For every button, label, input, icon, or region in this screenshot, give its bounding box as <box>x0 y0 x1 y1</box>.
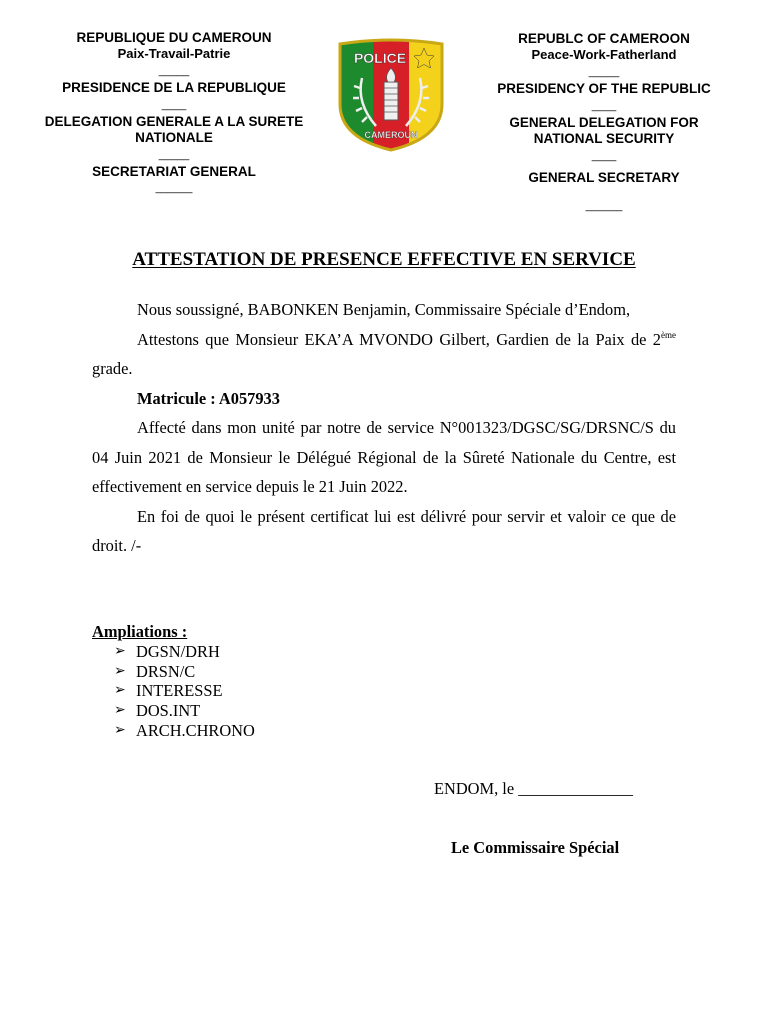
header-left-separator: _____ <box>158 65 190 77</box>
list-item <box>114 701 392 721</box>
list-item <box>114 642 392 662</box>
body-attestation-text: Attestons que Monsieur EKA’A MVONDO Gilbert, Gardien de la Paix de 2 <box>137 329 661 349</box>
document-title: ATTESTATION DE PRESENCE EFFECTIVE EN SERVICE <box>132 249 636 270</box>
header-right-delegation: GENERAL DELEGATION FOR NATIONAL SECURITY <box>509 115 699 146</box>
header-right-country: REPUBLC OF CAMEROON <box>518 31 690 46</box>
header-left-secretariat: SECRETARIAT GENERAL <box>92 164 256 179</box>
header-right-motto: Peace-Work-Fatherland <box>531 47 677 62</box>
header-left-delegation: DELEGATION GENERALE A LA SURETE NATIONALE <box>44 114 304 145</box>
header-left-block <box>30 30 318 194</box>
header-right-separator: ____ <box>591 100 617 112</box>
date-line: ENDOM, le ______________ <box>434 779 633 798</box>
body-paragraph-closing: En foi de quoi le présent certificat lui est délivré pour servir et valoir ce que de droit. /- <box>92 506 676 555</box>
header-left-separator: ____ <box>161 99 187 111</box>
signatory-title: Le Commissaire Spécial <box>451 838 620 857</box>
header-left-separator: _____ <box>158 149 190 161</box>
document-body <box>92 295 676 561</box>
logo-top-text: POLICE <box>353 50 407 66</box>
body-grade-superscript: ème <box>661 329 676 340</box>
list-item-label: ARCH.CHRONO <box>136 720 255 740</box>
arrow-bullet-icon: ➢ <box>114 663 126 679</box>
header-left-motto: Paix-Travail-Patrie <box>117 46 231 61</box>
body-paragraph-signatory: Nous soussigné, BABONKEN Benjamin, Commissaire Spéciale d’Endom, <box>137 300 631 319</box>
arrow-bullet-icon: ➢ <box>114 722 126 738</box>
header-right-separator: _____ <box>588 66 620 78</box>
list-item-label: INTERESSE <box>136 681 223 701</box>
list-item <box>114 681 392 701</box>
header-right-block <box>484 31 724 212</box>
body-matricule: Matricule : A057933 <box>137 388 280 408</box>
header-right-separator: ______ <box>585 200 623 212</box>
list-item-label: DGSN/DRH <box>136 642 220 661</box>
arrow-bullet-icon: ➢ <box>114 644 126 659</box>
ampliations-section <box>92 622 392 741</box>
body-paragraph-assignment: Affecté dans mon unité par notre de service N°001323/DGSC/SG/DRSNC/S du 04 Juin 2021 de Monsieur le Délégué Régional de la Sûreté Nationale du Centre, est effectivement en service depuis le 21 Juin 2022. <box>92 418 676 496</box>
list-item <box>114 662 392 682</box>
header-left-country: REPUBLIQUE DU CAMEROUN <box>76 30 272 45</box>
logo-bottom-text: CAMEROUN <box>364 130 418 140</box>
arrow-bullet-icon: ➢ <box>114 703 126 719</box>
header-right-separator: ____ <box>591 150 617 162</box>
list-item-label: DOS.INT <box>136 701 201 721</box>
list-item <box>114 721 392 741</box>
body-paragraph-attestation <box>92 325 676 384</box>
body-attestation-end: grade. <box>92 359 133 378</box>
header-right-presidency: PRESIDENCY OF THE REPUBLIC <box>497 81 711 96</box>
header-left-separator: ______ <box>155 182 193 194</box>
arrow-bullet-icon: ➢ <box>114 683 126 699</box>
header-left-presidency: PRESIDENCE DE LA REPUBLIQUE <box>62 80 286 95</box>
ampliations-list <box>114 642 392 741</box>
ampliations-title: Ampliations : <box>92 622 188 641</box>
list-item-label: DRSN/C <box>136 661 196 681</box>
police-emblem-logo <box>336 38 446 152</box>
header-right-secretariat: GENERAL SECRETARY <box>528 170 680 185</box>
